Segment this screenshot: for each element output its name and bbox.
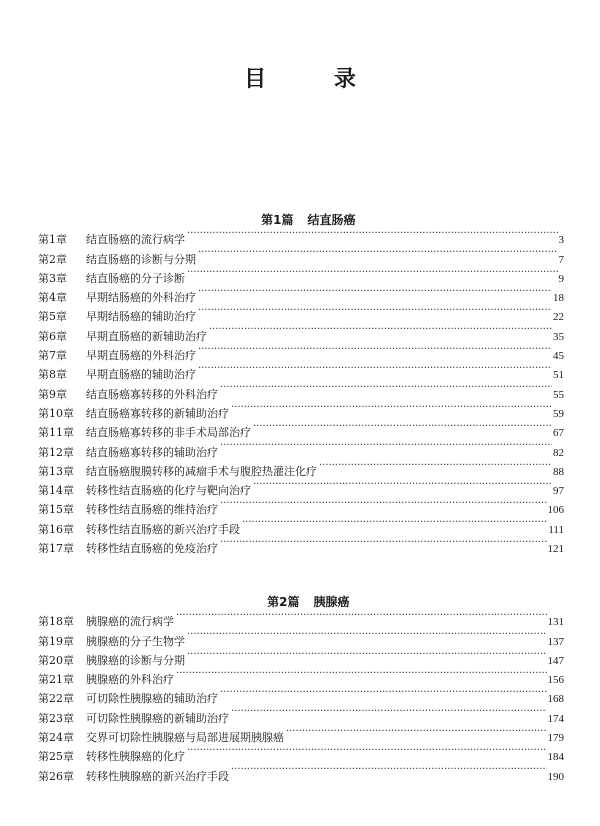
chapter-number: 第12章 — [38, 445, 74, 459]
chapter-number: 第16章 — [38, 522, 74, 536]
chapter-number: 第10章 — [38, 406, 74, 420]
chapter-number: 第11章 — [38, 426, 74, 440]
chapter-title: 结直肠癌寡转移的非手术局部治疗 — [86, 426, 251, 440]
page-number: 156 — [547, 674, 564, 687]
part-number: 第1篇 — [261, 213, 294, 227]
chapter-title: 转移性结直肠癌的化疗与靶向治疗 — [86, 484, 251, 498]
chapter-title: 转移性结直肠癌的新兴治疗手段 — [86, 522, 240, 536]
chapter-title: 可切除性胰腺癌的辅助治疗 — [86, 692, 218, 706]
page-number: 59 — [553, 407, 564, 420]
page-number: 179 — [547, 732, 564, 745]
part-name: 结直肠癌 — [307, 213, 356, 227]
dot-leader — [319, 456, 552, 475]
part-name: 胰腺癌 — [313, 595, 350, 609]
chapter-title: 结直肠癌的流行病学 — [86, 233, 185, 247]
chapter-number: 第26章 — [38, 769, 74, 783]
dot-leader — [187, 741, 547, 760]
page-title: 目 录 — [244, 67, 386, 92]
page-number: 67 — [553, 427, 564, 440]
page-number: 184 — [547, 751, 564, 764]
dot-leader — [198, 243, 558, 262]
chapter-title: 早期结肠癌的辅助治疗 — [86, 310, 196, 324]
chapter-number: 第5章 — [38, 310, 67, 324]
page-number: 121 — [547, 543, 564, 556]
chapter-title: 结直肠癌寡转移的外科治疗 — [86, 387, 218, 401]
toc-entry[interactable] — [38, 606, 564, 629]
page-number: 55 — [553, 388, 564, 401]
page-number: 137 — [547, 635, 564, 648]
chapter-list-part-2 — [38, 606, 564, 783]
chapter-title: 转移性胰腺癌的新兴治疗手段 — [86, 769, 229, 783]
page-number: 22 — [553, 311, 564, 324]
part-number: 第2篇 — [267, 595, 300, 609]
chapter-title: 早期直肠癌的外科治疗 — [86, 349, 196, 363]
chapter-number: 第22章 — [38, 692, 74, 706]
chapter-title: 胰腺癌的流行病学 — [86, 615, 174, 629]
chapter-number: 第1章 — [38, 233, 67, 247]
chapter-number: 第24章 — [38, 731, 74, 745]
chapter-number: 第14章 — [38, 484, 74, 498]
page-number: 174 — [547, 712, 564, 725]
chapter-number: 第19章 — [38, 634, 74, 648]
chapter-list-part-1 — [38, 224, 564, 556]
chapter-number: 第8章 — [38, 368, 67, 382]
page-number: 51 — [553, 369, 564, 382]
dot-leader — [220, 378, 552, 397]
page-number: 35 — [553, 330, 564, 343]
chapter-number: 第13章 — [38, 464, 74, 478]
page-number: 3 — [558, 234, 564, 247]
chapter-title: 早期直肠癌的新辅助治疗 — [86, 329, 207, 343]
chapter-title: 结直肠癌腹膜转移的减瘤手术与腹腔热灌注化疗 — [86, 464, 317, 478]
page-number: 190 — [547, 770, 564, 783]
dot-leader — [187, 224, 558, 243]
page-number: 97 — [553, 485, 564, 498]
chapter-title: 转移性结直肠癌的维持治疗 — [86, 503, 218, 517]
dot-leader — [198, 340, 552, 359]
chapter-title: 转移性结直肠癌的免疫治疗 — [86, 542, 218, 556]
chapter-title: 结直肠癌寡转移的辅助治疗 — [86, 445, 218, 459]
chapter-number: 第6章 — [38, 329, 67, 343]
dot-leader — [187, 625, 547, 644]
chapter-number: 第17章 — [38, 542, 74, 556]
chapter-number: 第20章 — [38, 653, 74, 667]
chapter-number: 第23章 — [38, 711, 74, 725]
dot-leader — [220, 683, 547, 702]
dot-leader — [176, 606, 547, 625]
chapter-title: 可切除性胰腺癌的新辅助治疗 — [86, 711, 229, 725]
dot-leader — [187, 263, 558, 282]
chapter-title: 结直肠癌寡转移的新辅助治疗 — [86, 406, 229, 420]
chapter-number: 第9章 — [38, 387, 67, 401]
dot-leader — [231, 702, 547, 721]
chapter-title: 早期结肠癌的外科治疗 — [86, 291, 196, 305]
dot-leader — [231, 760, 547, 779]
dot-leader — [209, 320, 552, 339]
dot-leader — [286, 722, 547, 741]
chapter-number: 第21章 — [38, 673, 74, 687]
chapter-number: 第25章 — [38, 750, 74, 764]
chapter-title: 早期直肠癌的辅助治疗 — [86, 368, 196, 382]
dot-leader — [187, 645, 547, 664]
chapter-title: 胰腺癌的诊断与分期 — [86, 653, 185, 667]
page-number: 147 — [547, 654, 564, 667]
dot-leader — [176, 664, 547, 683]
chapter-number: 第18章 — [38, 615, 74, 629]
chapter-number: 第3章 — [38, 271, 67, 285]
chapter-title: 结直肠癌的诊断与分期 — [86, 252, 196, 266]
chapter-title: 交界可切除性胰腺癌与局部进展期胰腺癌 — [86, 731, 284, 745]
page-number: 111 — [548, 523, 564, 536]
page-number: 168 — [547, 693, 564, 706]
chapter-number: 第2章 — [38, 252, 67, 266]
dot-leader — [198, 282, 552, 301]
dot-leader — [198, 359, 552, 378]
dot-leader — [220, 533, 547, 552]
page-number: 88 — [553, 465, 564, 478]
dot-leader — [220, 494, 547, 513]
page-number: 9 — [558, 272, 564, 285]
page-number: 18 — [553, 292, 564, 305]
dot-leader — [198, 301, 552, 320]
dot-leader — [220, 436, 552, 455]
dot-leader — [253, 475, 552, 494]
chapter-title: 转移性胰腺癌的化疗 — [86, 750, 185, 764]
chapter-title: 胰腺癌的外科治疗 — [86, 673, 174, 687]
dot-leader — [253, 417, 552, 436]
dot-leader — [242, 513, 547, 532]
page-number: 45 — [553, 350, 564, 363]
page-number: 106 — [547, 504, 564, 517]
toc-entry[interactable] — [38, 224, 564, 247]
chapter-number: 第15章 — [38, 503, 74, 517]
chapter-number: 第7章 — [38, 349, 67, 363]
page-number: 82 — [553, 446, 564, 459]
page-number: 7 — [558, 253, 564, 266]
chapter-title: 结直肠癌的分子诊断 — [86, 271, 185, 285]
chapter-number: 第4章 — [38, 291, 67, 305]
chapter-title: 胰腺癌的分子生物学 — [86, 634, 185, 648]
dot-leader — [231, 398, 552, 417]
page-number: 131 — [547, 616, 564, 629]
